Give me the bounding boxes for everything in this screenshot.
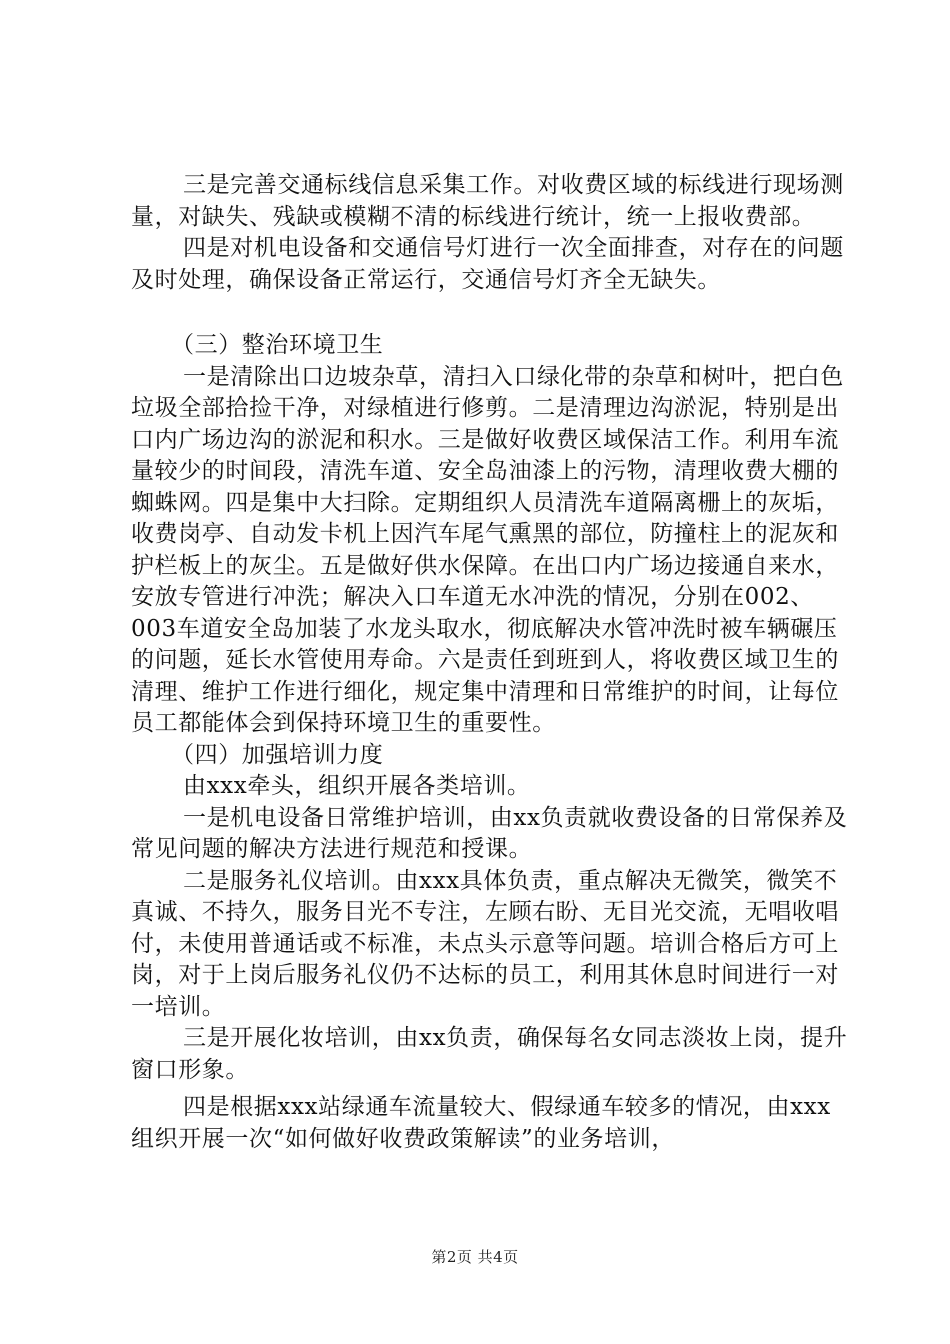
paragraph-equipment-training: 一是机电设备日常维护培训，由xx负责就收费设备的日常保养及常见问题的解决方法进行规范和授课。 (131, 804, 848, 862)
paragraph-equipment-inspection: 四是对机电设备和交通信号灯进行一次全面排查，对存在的问题及时处理，确保设备正常运行，交通信号灯齐全无缺失。 (131, 235, 844, 293)
section-heading-training: （四）加强培训力度 (171, 741, 384, 768)
paragraph-traffic-markings: 三是完善交通标线信息采集工作。对收费区域的标线进行现场测量，对缺失、残缺或模糊不清的标线进行统计，统一上报收费部。 (131, 172, 844, 230)
paragraph-policy-training: 四是根据xxx站绿通车流量较大、假绿通车较多的情况，由xxx组织开展一次“如何做好收费政策解读”的业务培训， (131, 1094, 831, 1152)
paragraph-makeup-training: 三是开展化妆培训，由xx负责，确保每名女同志淡妆上岗，提升窗口形象。 (131, 1025, 848, 1083)
page-number-footer: 第2页 共4页 (431, 1248, 519, 1266)
paragraph-training-lead: 由xxx牵头，组织开展各类培训。 (183, 773, 531, 799)
document-body (131, 170, 851, 1155)
section-heading-environment: （三）整治环境卫生 (171, 332, 384, 358)
paragraph-etiquette-training: 二是服务礼仪培训。由xxx具体负责，重点解决无微笑，微笑不真诚、不持久，服务目光不专注，左顾右盼、无目光交流，无唱收唱付，未使用普通话或不标准，未点头示意等问题。培训合格后方可上岗，对于上岗后服务礼仪仍不达标的员工，利用其休息时间进行一对一培训。 (131, 867, 839, 1020)
paragraph-environment-cleanup: 一是清除出口边坡杂草，清扫入口绿化带的杂草和树叶，把白色垃圾全部拾捡干净，对绿植进行修剪。二是清理边沟淤泥，特别是出口内广场边沟的淤泥和积水。三是做好收费区域保洁工作。利用车流量较少的时间段，清洗车道、安全岛油漆上的污物，清理收费大棚的蜘蛛网。四是集中大扫除。定期组织人员清洗车道隔离栅上的灰垢，收费岗亭、自动发卡机上因汽车尾气熏黑的部位，防撞柱上的泥灰和护栏板上的灰尘。五是做好供水保障。在出口内广场边接通自来水，安放专管进行冲洗；解决入口车道无水冲洗的情况，分别在002、003车道安全岛加装了水龙头取水，彻底解决水管冲洗时被车辆碾压的问题，延长水管使用寿命。六是责任到班到人，将收费区域卫生的清理、维护工作进行细化，规定集中清理和日常维护的时间，让每位员工都能体会到保持环境卫生的重要性。 (131, 363, 844, 736)
